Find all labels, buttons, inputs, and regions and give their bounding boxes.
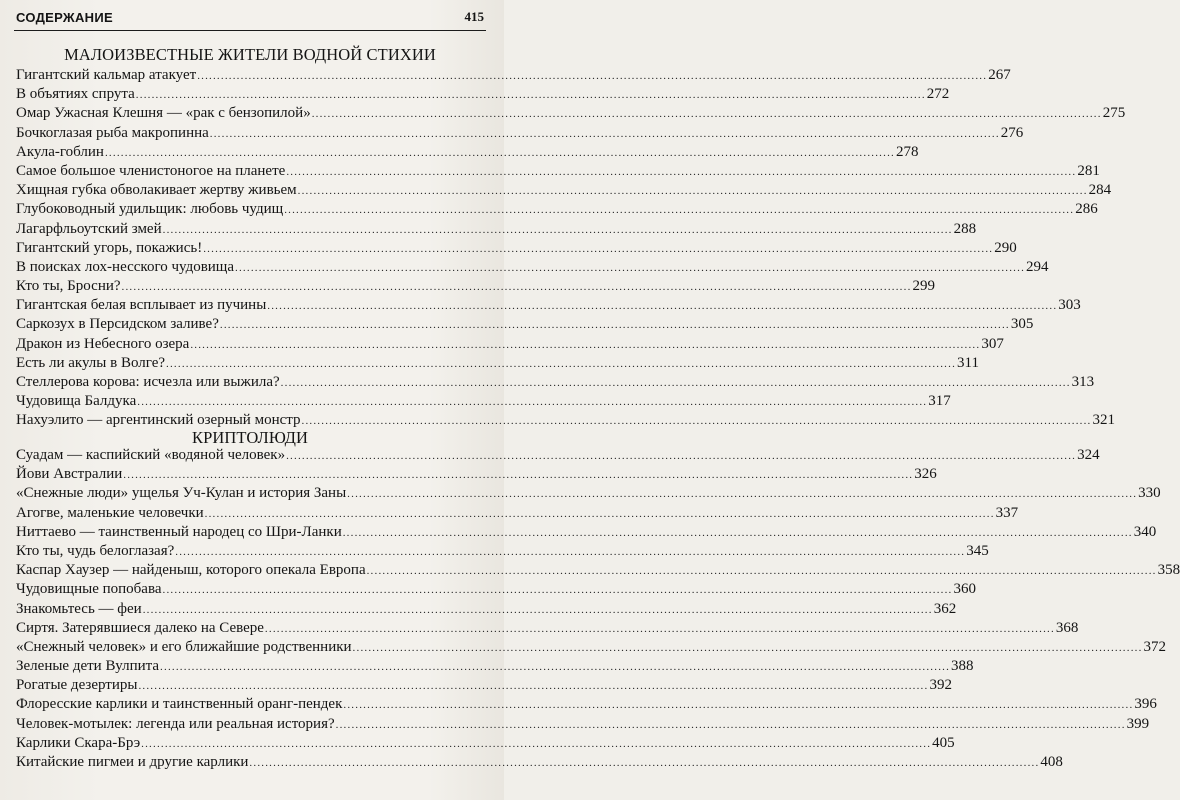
dot-leader: ........................................................................................................................................................................................................ [142, 603, 933, 616]
toc-entry [16, 638, 1167, 657]
toc-entry-page: 294 [1026, 258, 1049, 275]
toc-entry [16, 504, 1019, 523]
toc-entry-page: 340 [1133, 523, 1157, 540]
toc-entry-page: 372 [1143, 638, 1167, 655]
toc-entry-title: Чудовища Балдука [16, 393, 137, 410]
toc-entry [16, 600, 957, 619]
toc-entry-page: 337 [995, 504, 1019, 521]
toc-entry-title: Кто ты, Бросни? [16, 278, 121, 295]
toc-entry-page: 360 [953, 581, 976, 598]
toc-entry-title: Знакомьтесь — феи [16, 600, 142, 617]
toc-entry-title: Гигантский кальмар атакует [16, 67, 197, 83]
toc-entry [16, 315, 1034, 334]
toc-entry-title: Агогве, маленькие человечки [16, 504, 204, 521]
dot-leader: ........................................................................................................................................................................................................ [123, 469, 914, 482]
toc-entry [16, 542, 989, 561]
toc-entry-title: Карлики Скара-Брэ [16, 734, 141, 751]
toc-entry-title: Зеленые дети Вулпита [16, 658, 160, 675]
toc-entry-page: 405 [932, 734, 955, 751]
toc-entry [16, 392, 951, 411]
toc-entry-title: Стеллерова корова: исчезла или выжила? [16, 374, 280, 390]
toc-entry-page: 286 [1075, 201, 1098, 218]
toc-entry-title: Хищная губка обволакивает жертву живьем [16, 182, 297, 199]
toc-entry-title: Чудовищные попобава [16, 581, 162, 598]
toc-entry-title: Глубоководный удильщик: любовь чудищ [16, 201, 284, 218]
toc-entry-page: 275 [1102, 105, 1126, 122]
toc-entry-title: Саркозух в Персидском заливе? [16, 316, 219, 333]
dot-leader: ........................................................................................................................................................................................................ [301, 415, 1092, 428]
toc-entry [16, 181, 1112, 200]
dot-leader: ........................................................................................................................................................................................................ [264, 622, 1055, 635]
toc-entry-page: 399 [1126, 715, 1150, 732]
dot-leader: ........................................................................................................................................................................................................ [343, 699, 1134, 712]
toc-entry [16, 446, 1100, 465]
toc-entry [16, 676, 952, 695]
toc-entry-page: 396 [1134, 696, 1157, 713]
toc-entry-title: Йови Австралии [16, 466, 123, 483]
dot-leader: ........................................................................................................................................................................................................ [160, 661, 951, 674]
toc-entry [16, 200, 1098, 219]
page-number: 415 [464, 9, 484, 24]
toc-list-cryptohumans [16, 446, 1180, 772]
toc-entry-title: Гигантская белая всплывает из пучины [16, 297, 267, 314]
toc-entry-title: Гигантский угорь, покажись! [16, 239, 203, 256]
toc-entry-page: 330 [1138, 485, 1161, 502]
toc-entry-page: 267 [988, 67, 1011, 83]
toc-list-aquatic [16, 66, 1126, 431]
section-heading-cryptohumans: КРИПТОЛЮДИ [191, 428, 309, 447]
toc-entry-page: 307 [981, 335, 1004, 352]
toc-entry-title: Рогатые дезертиры [16, 677, 138, 694]
dot-leader: ........................................................................................................................................................................................................ [219, 319, 1010, 332]
dot-leader: ........................................................................................................................................................................................................ [166, 357, 957, 370]
toc-entry-page: 388 [951, 658, 974, 675]
toc-entry [16, 715, 1150, 734]
dot-leader: ........................................................................................................................................................................................................ [286, 165, 1077, 178]
dot-leader: ........................................................................................................................................................................................................ [297, 185, 1088, 198]
toc-entry-title: В объятиях спрута [16, 86, 135, 103]
toc-entry-page: 321 [1092, 412, 1115, 429]
toc-entry-title: Нахуэлито — аргентинский озерный монстр [16, 412, 301, 429]
dot-leader: ........................................................................................................................................................................................................ [352, 641, 1143, 654]
toc-entry [16, 484, 1161, 503]
dot-leader: ........................................................................................................................................................................................................ [137, 396, 928, 409]
toc-entry-title: Китайские пигмеи и другие карлики [16, 754, 249, 770]
toc-entry-title: В поисках лох-несского чудовища [16, 258, 235, 275]
toc-entry-title: Суадам — каспийский «водяной человек» [16, 447, 286, 463]
toc-entry [16, 258, 1049, 277]
toc-entry [16, 277, 936, 296]
dot-leader: ........................................................................................................................................................................................................ [162, 223, 953, 236]
toc-entry [16, 465, 937, 484]
toc-entry-page: 362 [933, 600, 957, 617]
toc-entry-page: 324 [1077, 447, 1100, 463]
toc-entry [16, 373, 1095, 392]
dot-leader: ........................................................................................................................................................................................................ [267, 300, 1058, 313]
dot-leader: ........................................................................................................................................................................................................ [135, 89, 926, 102]
toc-entry-page: 303 [1058, 297, 1081, 314]
toc-entry [16, 619, 1079, 638]
toc-entry-page: 326 [914, 466, 937, 483]
toc-entry [16, 335, 1004, 354]
toc-entry-title: Дракон из Небесного озера [16, 335, 190, 352]
toc-entry-title: «Снежные люди» ущелья Уч-Кулан и история Заны [16, 485, 347, 502]
toc-entry-page: 299 [912, 278, 936, 295]
toc-entry-page: 313 [1071, 374, 1095, 390]
dot-leader: ........................................................................................................................................................................................................ [284, 204, 1075, 217]
dot-leader: ........................................................................................................................................................................................................ [286, 450, 1077, 462]
toc-entry-title: Флоресские карлики и таинственный оранг-пендек [16, 696, 343, 713]
toc-entry-page: 276 [1000, 124, 1024, 141]
toc-entry [16, 143, 919, 162]
toc-entry [16, 220, 977, 239]
toc-entry-page: 392 [929, 677, 952, 694]
toc-entry-page: 305 [1010, 316, 1034, 333]
toc-entry-title: Бочкоглазая рыба макропинна [16, 124, 209, 141]
dot-leader: ........................................................................................................................................................................................................ [190, 338, 981, 351]
toc-entry [16, 239, 1017, 258]
toc-entry-title: Кто ты, чудь белоглазая? [16, 542, 175, 559]
toc-entry-page: 311 [957, 354, 979, 371]
toc-entry-title: Лагарфльоутский змей [16, 220, 162, 237]
dot-leader: ........................................................................................................................................................................................................ [311, 108, 1102, 121]
toc-entry-title: Сиртя. Затерявшиеся далеко на Севере [16, 619, 264, 636]
toc-entry [16, 695, 1157, 714]
dot-leader: ........................................................................................................................................................................................................ [175, 545, 966, 558]
toc-entry-page: 317 [928, 393, 951, 410]
toc-entry-title: Самое большое членистоногое на планете [16, 162, 286, 179]
running-header-title: СОДЕРЖАНИЕ [16, 10, 113, 25]
dot-leader: ........................................................................................................................................................................................................ [162, 584, 953, 597]
toc-entry [16, 85, 950, 104]
toc-entry [16, 523, 1157, 542]
dot-leader: ........................................................................................................................................................................................................ [141, 737, 932, 750]
toc-entry-page: 272 [926, 86, 950, 103]
toc-entry [16, 296, 1081, 315]
toc-entry [16, 734, 955, 753]
running-header [14, 8, 486, 31]
dot-leader: ........................................................................................................................................................................................................ [121, 281, 912, 294]
dot-leader: ........................................................................................................................................................................................................ [204, 507, 995, 520]
toc-entry-page: 368 [1055, 619, 1079, 636]
dot-leader: ........................................................................................................................................................................................................ [249, 757, 1040, 769]
toc-entry [16, 162, 1100, 181]
toc-entry-title: Ниттаево — таинственный народец со Шри-Ланки [16, 523, 342, 540]
dot-leader: ........................................................................................................................................................................................................ [335, 718, 1126, 731]
dot-leader: ........................................................................................................................................................................................................ [197, 70, 988, 82]
dot-leader: ........................................................................................................................................................................................................ [203, 242, 994, 255]
toc-entry [16, 354, 979, 373]
toc-entry-title: «Снежный человек» и его ближайшие родственники [16, 638, 352, 655]
toc-entry-title: Есть ли акулы в Волге? [16, 354, 166, 371]
toc-entry-page: 281 [1077, 162, 1100, 179]
toc-entry [16, 561, 1180, 580]
toc-entry-title: Омар Ужасная Клешня — «рак с бензопилой» [16, 105, 311, 122]
toc-entry-page: 288 [953, 220, 977, 237]
toc-entry [16, 657, 974, 676]
toc-entry-page: 345 [966, 542, 989, 559]
toc-entry-title: Человек-мотылек: легенда или реальная история? [16, 715, 335, 732]
dot-leader: ........................................................................................................................................................................................................ [342, 526, 1133, 539]
toc-entry-title: Каспар Хаузер — найденыш, которого опекала Европа [16, 562, 366, 579]
section-heading-aquatic: МАЛОИЗВЕСТНЫЕ ЖИТЕЛИ ВОДНОЙ СТИХИИ [64, 45, 436, 64]
toc-entry-page: 290 [994, 239, 1017, 256]
toc-entry-page: 408 [1040, 754, 1063, 770]
toc-entry-title: Акула-гоблин [16, 143, 104, 160]
dot-leader: ........................................................................................................................................................................................................ [235, 261, 1026, 274]
toc-entry [16, 580, 976, 599]
dot-leader: ........................................................................................................................................................................................................ [366, 565, 1157, 578]
dot-leader: ........................................................................................................................................................................................................ [347, 488, 1138, 501]
toc-entry [16, 124, 1024, 143]
dot-leader: ........................................................................................................................................................................................................ [138, 680, 929, 693]
toc-entry [16, 66, 1011, 85]
dot-leader: ........................................................................................................................................................................................................ [104, 146, 895, 159]
toc-entry-page: 278 [895, 143, 919, 160]
toc-entry-page: 284 [1088, 182, 1112, 199]
dot-leader: ........................................................................................................................................................................................................ [280, 377, 1071, 389]
toc-entry [16, 753, 1063, 772]
dot-leader: ........................................................................................................................................................................................................ [209, 127, 1000, 140]
toc-entry [16, 104, 1126, 123]
toc-entry-page: 358 [1157, 562, 1180, 579]
